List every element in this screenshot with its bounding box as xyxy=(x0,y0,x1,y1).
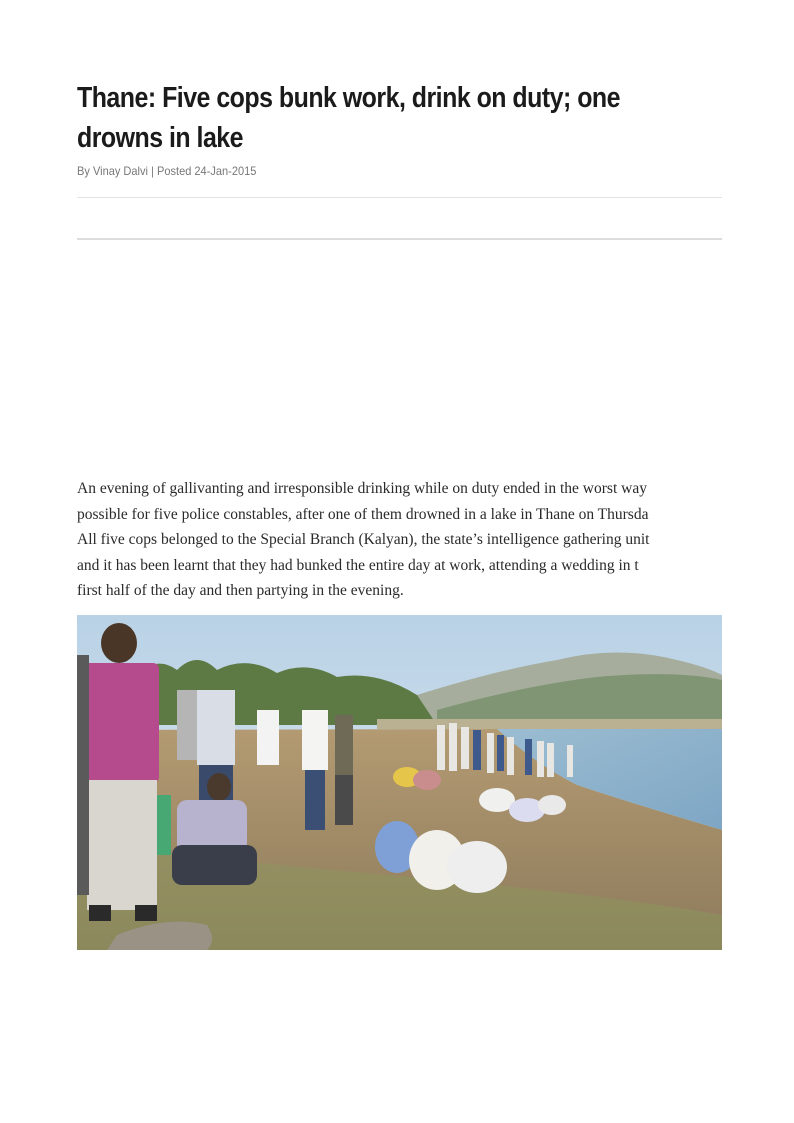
ad-space xyxy=(77,242,722,472)
body-line-2: possible for five police constables, after one of them drowned in a lake in Thane on Thursda xyxy=(77,505,649,523)
body-line-1: An evening of gallivanting and irresponsible drinking while on duty ended in the worst way xyxy=(77,480,647,497)
article-body xyxy=(77,476,722,604)
byline: By Vinay Dalvi | Posted 24-Jan-2015 xyxy=(77,164,257,178)
divider-top xyxy=(77,197,722,198)
headline-line-2: drowns in lake xyxy=(77,122,244,154)
body-line-4: and it has been learnt that they had bunked the entire day at work, attending a wedding in t xyxy=(77,556,639,574)
headline-line-1: Thane: Five cops bunk work, drink on duty; one xyxy=(77,82,621,114)
body-line-3: All five cops belonged to the Special Branch (Kalyan), the state’s intelligence gathering unit xyxy=(77,531,650,548)
divider-bottom xyxy=(77,238,722,240)
lakeside-crowd-image xyxy=(77,615,722,950)
headline xyxy=(77,78,722,158)
body-line-5: first half of the day and then partying in the evening. xyxy=(77,582,404,599)
article-photo xyxy=(77,615,722,950)
